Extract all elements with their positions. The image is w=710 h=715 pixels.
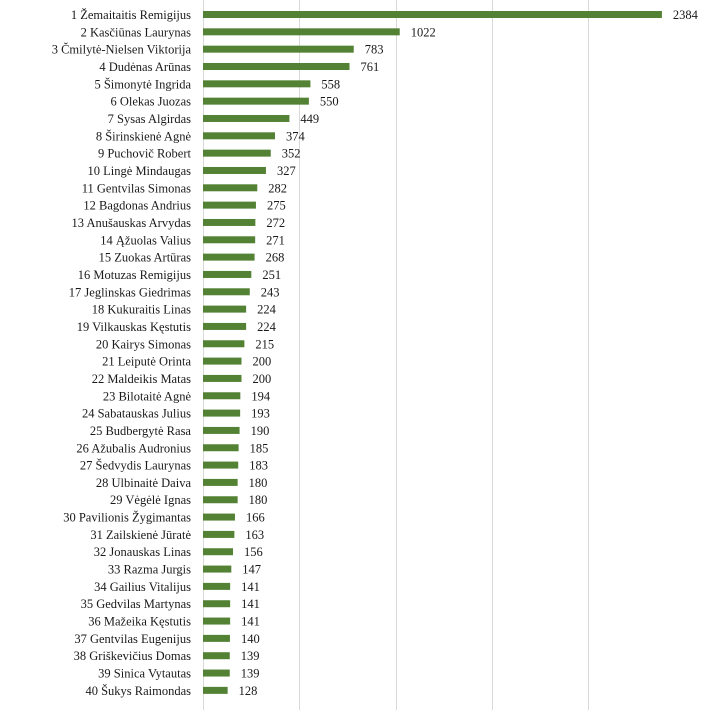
value-label-19: 224 (257, 319, 276, 334)
value-label-27: 183 (249, 458, 268, 473)
value-label-10: 327 (276, 163, 296, 178)
bar-17 (203, 288, 250, 295)
category-label-12: 12 Bagdonas Andrius (83, 198, 191, 213)
category-label-3: 3 Čmilytė-Nielsen Viktorija (51, 42, 191, 57)
value-label-40: 128 (238, 683, 258, 698)
bar-25 (203, 427, 240, 434)
bar-19 (203, 323, 246, 330)
category-label-9: 9 Puchovič Robert (97, 146, 191, 161)
bar-31 (203, 531, 234, 538)
value-label-39: 139 (240, 666, 260, 681)
bar-29 (203, 496, 238, 503)
bar-38 (203, 652, 230, 659)
category-label-21: 21 Leiputė Orinta (102, 354, 191, 369)
bar-36 (203, 618, 230, 625)
bar-39 (203, 670, 230, 677)
bar-40 (203, 687, 228, 694)
value-label-23: 194 (251, 389, 271, 404)
category-label-30: 30 Pavilionis Žygimantas (63, 510, 191, 525)
category-label-7: 7 Sysas Algirdas (107, 111, 191, 126)
value-label-4: 761 (360, 59, 380, 74)
value-label-24: 193 (251, 406, 270, 421)
bar-4 (203, 63, 349, 70)
value-label-36: 141 (241, 614, 260, 629)
category-label-15: 15 Zuokas Artūras (98, 250, 191, 265)
category-label-19: 19 Vilkauskas Kęstutis (76, 319, 191, 334)
category-label-6: 6 Olekas Juozas (110, 94, 191, 109)
category-label-36: 36 Mažeika Kęstutis (88, 614, 191, 629)
bar-22 (203, 375, 242, 382)
category-label-13: 13 Anušauskas Arvydas (71, 215, 191, 230)
category-label-27: 27 Šedvydis Laurynas (79, 458, 191, 473)
value-label-26: 185 (249, 441, 269, 456)
category-label-24: 24 Sabatauskas Julius (81, 406, 191, 421)
value-label-6: 550 (319, 94, 339, 109)
value-label-32: 156 (244, 545, 263, 560)
category-label-18: 18 Kukuraitis Linas (91, 302, 191, 317)
category-label-35: 35 Gedvilas Martynas (80, 597, 191, 612)
category-label-29: 29 Vėgėlė Ignas (110, 493, 191, 508)
value-label-8: 374 (286, 129, 305, 144)
category-label-2: 2 Kasčiūnas Laurynas (80, 25, 191, 40)
value-label-35: 141 (241, 597, 260, 612)
value-label-38: 139 (240, 649, 260, 664)
value-label-1: 2384 (672, 8, 698, 22)
bar-12 (203, 202, 256, 209)
value-label-13: 272 (266, 215, 286, 230)
bar-18 (203, 306, 246, 313)
bar-20 (203, 340, 244, 347)
bar-37 (203, 635, 230, 642)
value-label-16: 251 (262, 267, 282, 282)
value-label-33: 147 (242, 562, 262, 577)
value-label-2: 1022 (410, 25, 436, 40)
value-labels (239, 8, 699, 698)
category-label-16: 16 Motuzas Remigijus (77, 267, 191, 282)
category-label-17: 17 Jeglinskas Giedrimas (68, 285, 191, 300)
category-label-14: 14 Ąžuolas Valius (100, 233, 191, 248)
category-label-4: 4 Dudėnas Arūnas (99, 59, 191, 74)
value-label-12: 275 (266, 198, 286, 213)
value-label-30: 166 (245, 510, 265, 525)
category-labels (52, 8, 192, 698)
bar-34 (203, 583, 230, 590)
value-label-20: 215 (255, 337, 275, 352)
value-label-34: 141 (241, 579, 260, 594)
category-label-22: 22 Maldeikis Matas (91, 371, 191, 386)
category-label-25: 25 Budbergytė Rasa (89, 423, 191, 438)
bar-2 (203, 28, 400, 35)
category-label-1: 1 Žemaitaitis Remigijus (70, 8, 191, 22)
value-label-22: 200 (252, 371, 272, 386)
category-label-37: 37 Gentvilas Eugenijus (74, 631, 191, 646)
bar-14 (203, 236, 255, 243)
bar-16 (203, 271, 251, 278)
value-label-28: 180 (248, 475, 268, 490)
category-label-33: 33 Razma Jurgis (107, 562, 191, 577)
value-label-5: 558 (321, 77, 341, 92)
bar-15 (203, 254, 255, 261)
bar-24 (203, 410, 240, 417)
bar-21 (203, 358, 242, 365)
value-label-31: 163 (245, 527, 265, 542)
bar-35 (203, 600, 230, 607)
value-label-21: 200 (252, 354, 272, 369)
category-label-5: 5 Šimonytė Ingrida (94, 77, 191, 92)
bar-8 (203, 132, 275, 139)
bar-6 (203, 98, 309, 105)
category-label-11: 11 Gentvilas Simonas (81, 181, 191, 196)
category-label-28: 28 Ulbinaitė Daiva (95, 475, 191, 490)
bar-1 (203, 11, 662, 18)
category-label-34: 34 Gailius Vitalijus (94, 579, 191, 594)
category-label-23: 23 Bilotaitė Agnė (102, 389, 191, 404)
bar-32 (203, 548, 233, 555)
bar-13 (203, 219, 255, 226)
category-label-10: 10 Lingė Mindaugas (87, 163, 191, 178)
bar-27 (203, 462, 238, 469)
bar-3 (203, 46, 354, 53)
value-label-9: 352 (281, 146, 301, 161)
category-label-40: 40 Šukys Raimondas (85, 683, 191, 698)
bar-23 (203, 392, 240, 399)
bar-33 (203, 566, 231, 573)
category-label-26: 26 Ažubalis Audronius (76, 441, 191, 456)
category-label-39: 39 Sinica Vytautas (98, 666, 191, 681)
value-label-11: 282 (268, 181, 288, 196)
value-label-3: 783 (364, 42, 384, 57)
category-label-38: 38 Griškevičius Domas (73, 649, 191, 664)
bar-11 (203, 184, 257, 191)
category-label-8: 8 Širinskienė Agnė (95, 129, 191, 144)
bar-26 (203, 444, 239, 451)
value-label-17: 243 (260, 285, 280, 300)
value-label-18: 224 (257, 302, 276, 317)
bars (203, 11, 662, 694)
bar-7 (203, 115, 289, 122)
value-label-15: 268 (265, 250, 285, 265)
value-label-7: 449 (300, 111, 320, 126)
category-label-20: 20 Kairys Simonas (95, 337, 191, 352)
bar-30 (203, 514, 235, 521)
value-label-29: 180 (248, 493, 268, 508)
value-label-25: 190 (250, 423, 270, 438)
bar-9 (203, 150, 271, 157)
bar-28 (203, 479, 238, 486)
bar-10 (203, 167, 266, 174)
value-label-14: 271 (266, 233, 285, 248)
bar-5 (203, 80, 310, 87)
category-label-32: 32 Jonauskas Linas (93, 545, 191, 560)
category-label-31: 31 Zailskienė Jūratė (90, 527, 191, 542)
value-label-37: 140 (240, 631, 260, 646)
